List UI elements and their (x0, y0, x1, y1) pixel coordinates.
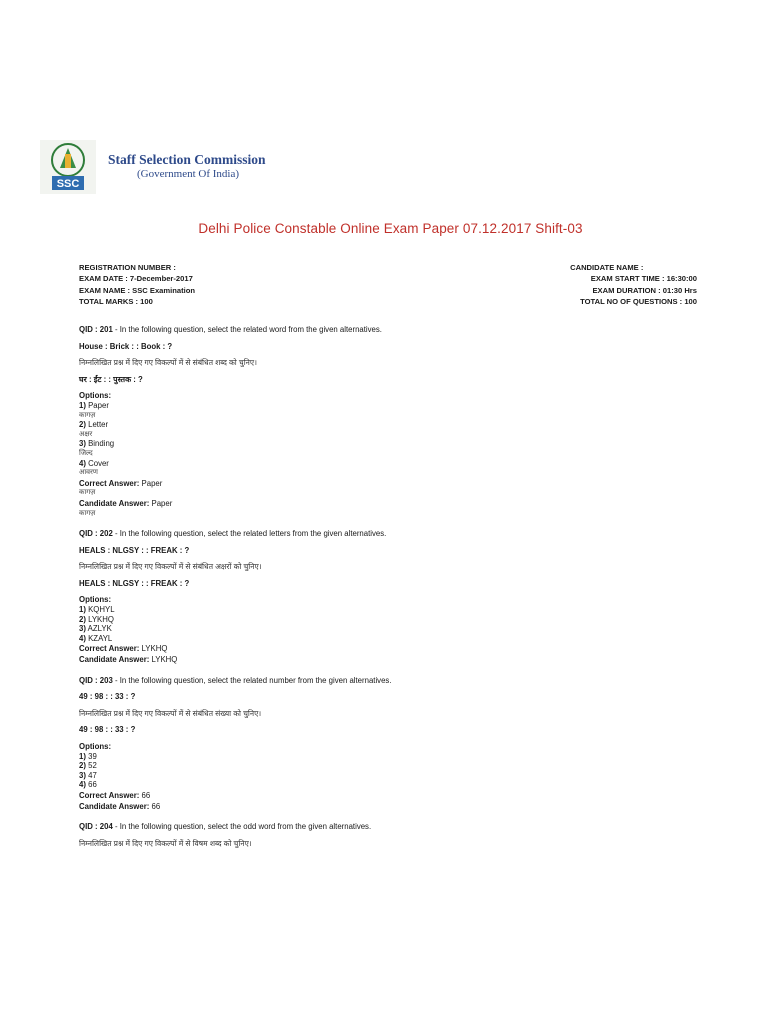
option-3: 3) 47 (79, 770, 97, 780)
option-1-hindi: कागज़ (79, 411, 96, 419)
question-id: QID : 202 (79, 529, 113, 539)
option-2: 2) Letter (79, 420, 109, 430)
question-text-hindi: निम्नलिखित प्रश्न में दिए गए विकल्पों में से संबंधित शब्द को चुनिए। (79, 358, 257, 368)
option-4-hindi: आवरण (79, 469, 98, 477)
total-marks: TOTAL MARKS : 100 (79, 296, 153, 306)
candidate-name: CANDIDATE NAME : (570, 263, 644, 272)
correct-answer: Correct Answer: LYKHQ (79, 644, 168, 654)
question-id: QID : 203 (79, 675, 113, 685)
correct-answer: Correct Answer: 66 (79, 790, 151, 800)
option-2: 2) 52 (79, 761, 97, 771)
exam-date: EXAM DATE : 7-December-2017 (79, 274, 193, 284)
exam-duration: EXAM DURATION : 01:30 Hrs (592, 285, 697, 295)
question-text-hindi: निम्नलिखित प्रश्न में दिए गए विकल्पों में से संबंधित संख्या को चुनिए। (79, 708, 262, 718)
question-201 (79, 325, 699, 518)
question-text: - In the following question, select the odd word from the given alternatives. (112, 822, 372, 832)
exam-info-left (79, 262, 195, 307)
question-text: - In the following question, select the related number from the given alternatives. (112, 675, 392, 685)
candidate-answer: Candidate Answer: 66 (79, 801, 161, 811)
option-1: 1) Paper (79, 400, 109, 410)
question-prompt-hindi: 49 : 98 : : 33 : ? (79, 725, 136, 735)
correct-answer: Correct Answer: Paper (79, 478, 163, 488)
options-label: Options: (79, 742, 112, 751)
option-3-hindi: जिल्द (79, 449, 93, 457)
candidate-answer: Candidate Answer: LYKHQ (79, 655, 178, 665)
option-3: 3) Binding (79, 439, 115, 449)
correct-answer-hindi: कागज़ (79, 489, 96, 497)
options-label: Options: (79, 391, 112, 401)
logo-text: SSC (56, 178, 80, 190)
question-prompt-hindi: HEALS : NLGSY : : FREAK : ? (79, 578, 190, 588)
ssc-logo (40, 140, 96, 194)
candidate-answer-hindi: कागज़ (79, 509, 96, 517)
question-prompt: 49 : 98 : : 33 : ? (79, 692, 136, 702)
exam-start-time: EXAM START TIME : 16:30:00 (590, 274, 697, 284)
exam-name: EXAM NAME : SSC Examination (79, 285, 196, 295)
total-questions: TOTAL NO OF QUESTIONS : 100 (580, 296, 697, 306)
option-3: 3) AZLYK (79, 624, 112, 634)
org-subtitle: (Government Of India) (137, 168, 240, 180)
question-203 (79, 676, 699, 812)
option-4: 4) Cover (79, 458, 109, 468)
registration-number: REGISTRATION NUMBER : (79, 263, 176, 272)
options-label: Options: (79, 595, 112, 605)
option-1: 1) 39 (79, 751, 97, 761)
paper-title: Delhi Police Constable Online Exam Paper 07.12.2017 Shift-03 (198, 221, 583, 236)
question-list (79, 325, 699, 859)
question-text-hindi: निम्नलिखित प्रश्न में दिए गए विकल्पों में से संबंधित अक्षरों को चुनिए। (79, 562, 262, 572)
option-2: 2) LYKHQ (79, 614, 114, 624)
option-1: 1) KQHYL (79, 605, 115, 615)
question-text-hindi: निम्नलिखित प्रश्न में दिए गए विकल्पों में से विषम शब्द को चुनिए। (79, 838, 252, 848)
question-text: - In the following question, select the related letters from the given alternatives. (112, 529, 387, 539)
question-prompt: HEALS : NLGSY : : FREAK : ? (79, 545, 190, 555)
question-prompt: House : Brick : : Book : ? (79, 341, 173, 351)
question-text: - In the following question, select the related word from the given alternatives. (112, 325, 382, 334)
candidate-answer: Candidate Answer: Paper (79, 498, 173, 508)
question-202 (79, 529, 699, 665)
question-prompt-hindi: घर : ईंट : : पुस्तक : ? (79, 374, 143, 384)
option-2-hindi: अक्षर (79, 430, 93, 438)
question-204 (79, 822, 699, 848)
org-name: Staff Selection Commission (108, 152, 266, 167)
question-id: QID : 201 (79, 325, 113, 334)
exam-info-right (570, 262, 697, 307)
option-4: 4) 66 (79, 780, 97, 790)
question-id: QID : 204 (79, 822, 113, 832)
option-4: 4) KZAYL (79, 633, 113, 643)
